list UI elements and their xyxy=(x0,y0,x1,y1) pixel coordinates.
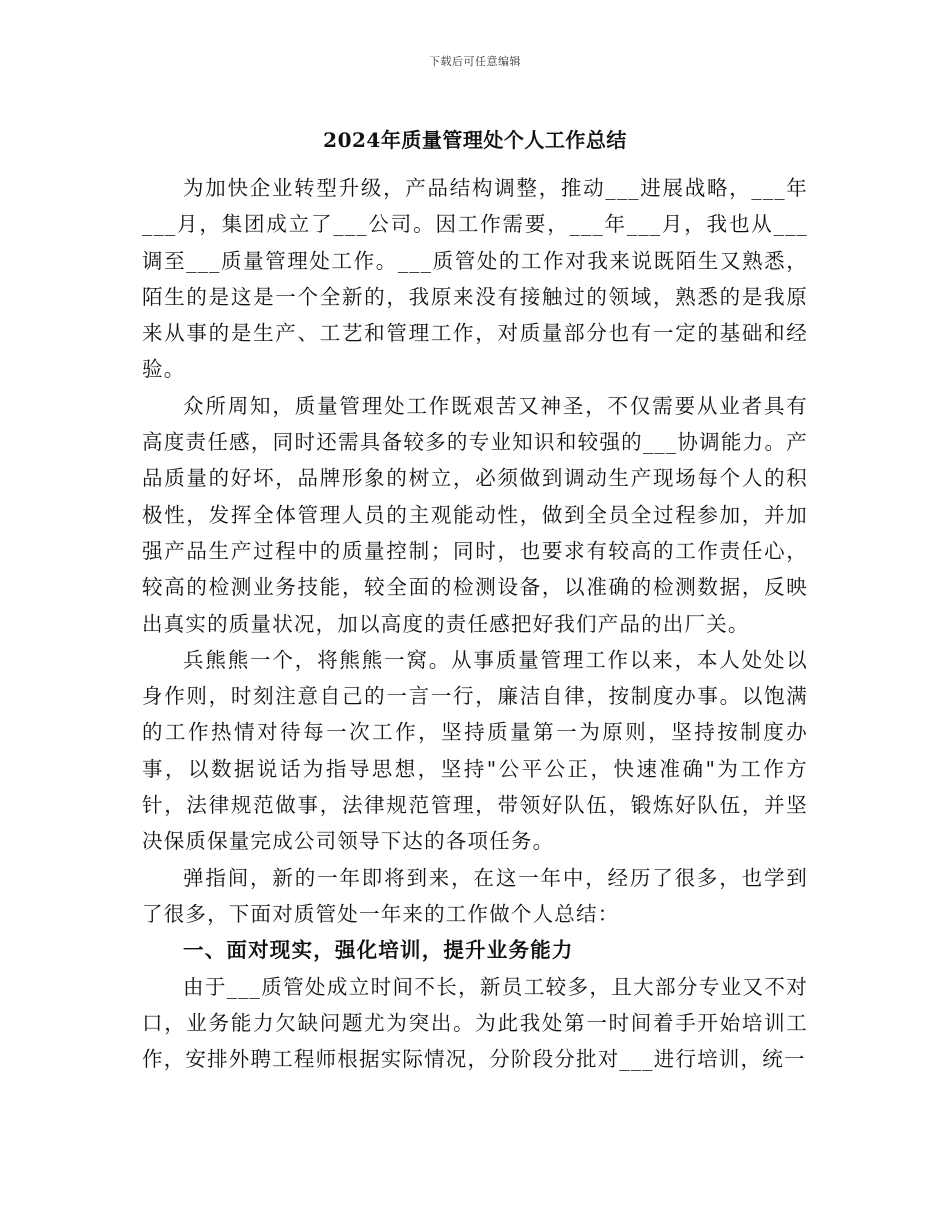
paragraph-quality-importance: 众所周知，质量管理处工作既艰苦又神圣，不仅需要从业者具有高度责任感，同时还需具备较多的专业知识和较强的___协调能力。产品质量的好坏，品牌形象的树立，必须做到调动生产现场每个人的积极性，发挥全体管理人员的主观能动性，做到全员全过程参加，并加强产品生产过程中的质量控制；同时，也要求有较高的工作责任心，较高的检测业务技能，较全面的检测设备，以准确的检测数据，反映出真实的质量状况，加以高度的责任感把好我们产品的出厂关。 xyxy=(142,393,808,636)
header-note: 下载后可任意编辑 xyxy=(429,55,521,68)
document-title: 2024年质量管理处个人工作总结 xyxy=(323,128,627,152)
section-heading-training: 一、面对现实，强化培训，提升业务能力 xyxy=(183,938,574,963)
paragraph-leadership: 兵熊熊一个，将熊熊一窝。从事质量管理工作以来，本人处处以身作则，时刻注意自己的一言一行，廉洁自律，按制度办事。以饱满的工作热情对待每一次工作，坚持质量第一为原则，坚持按制度办事，以数据说话为指导思想，坚持"公平公正，快速准确"为工作方针，法律规范做事，法律规范管理，带领好队伍，锻炼好队伍，并坚决保质保量完成公司领导下达的各项任务。 xyxy=(142,647,808,854)
paragraph-summary-lead: 弹指间，新的一年即将到来，在这一年中，经历了很多，也学到了很多，下面对质管处一年来的工作做个人总结： xyxy=(142,865,808,926)
paragraph-intro: 为加快企业转型升级，产品结构调整，推动___进展战略，___年___月，集团成立了___公司。因工作需要，___年___月，我也从___调至___质量管理处工作。___质管处的工作对我来说既陌生又熟悉，陌生的是这是一个全新的，我原来没有接触过的领域，熟悉的是我原来从事的是生产、工艺和管理工作，对质量部分也有一定的基础和经验。 xyxy=(142,176,808,382)
document-body xyxy=(142,170,808,1077)
paragraph-training: 由于___质管处成立时间不长，新员工较多，且大部分专业又不对口，业务能力欠缺问题尤为突出。为此我处第一时间着手开始培训工作，安排外聘工程师根据实际情况，分阶段分批对___进行培训，统一 xyxy=(142,974,808,1072)
